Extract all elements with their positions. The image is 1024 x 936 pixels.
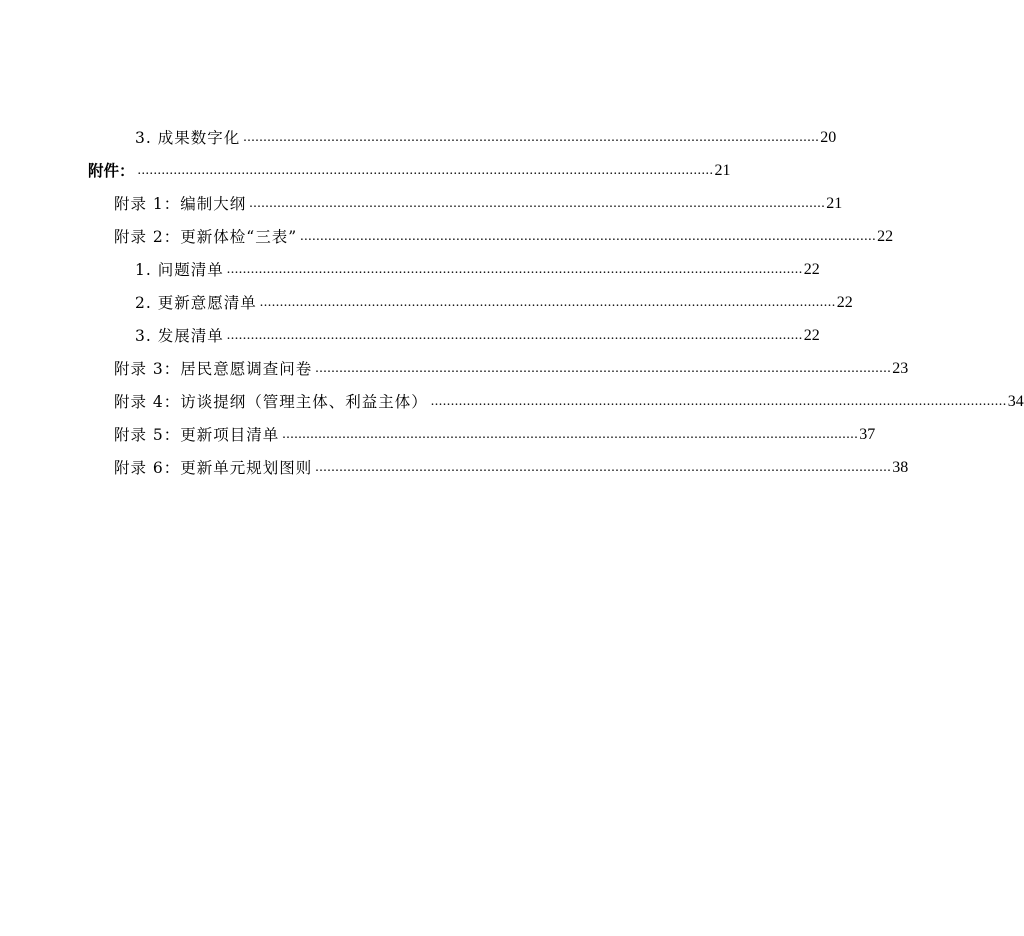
toc-entry-appendix-5[interactable] (114, 421, 876, 445)
toc-entry-label: 附录 4：访谈提纲（管理主体、利益主体） (114, 393, 428, 411)
toc-dot-leader: ................................................................................................................................................ (243, 130, 820, 145)
toc-entry-problem-list[interactable] (135, 256, 820, 280)
toc-entry-label: 1. 问题清单 (135, 261, 224, 279)
toc-entry-attachments[interactable] (88, 157, 731, 181)
toc-entry-page-number: 22 (803, 261, 820, 278)
toc-entry-label: 附录 3：居民意愿调查问卷 (114, 360, 313, 378)
toc-entry-page-number: 21 (826, 195, 843, 212)
toc-dot-leader: ................................................................................................................................................ (300, 229, 877, 244)
toc-dot-leader: ................................................................................................................................................ (259, 295, 836, 310)
toc-entry-appendix-6[interactable] (114, 454, 909, 478)
toc-entry-results-digitization[interactable] (135, 124, 837, 148)
toc-dot-leader: ................................................................................................................................................ (315, 460, 892, 475)
toc-entry-development-list[interactable] (135, 322, 820, 346)
toc-entry-label: 3. 发展清单 (135, 327, 224, 345)
toc-dot-leader: ................................................................................................................................................ (315, 361, 892, 376)
toc-dot-leader: ................................................................................................................................................ (226, 262, 803, 277)
toc-entry-label: 附录 5：更新项目清单 (114, 426, 280, 444)
toc-dot-leader: ................................................................................................................................................ (282, 427, 859, 442)
toc-entry-appendix-4[interactable] (114, 388, 1024, 412)
toc-entry-label: 附录 6：更新单元规划图则 (114, 459, 313, 477)
toc-entry-page-number: 38 (892, 459, 909, 476)
toc-entry-label: 附录 2：更新体检“三表” (114, 228, 298, 246)
toc-entry-label: 2. 更新意愿清单 (135, 294, 257, 312)
toc-entry-renewal-willingness-list[interactable] (135, 289, 853, 313)
toc-dot-leader: ................................................................................................................................................ (137, 163, 714, 178)
toc-entry-label: 附件： (88, 162, 135, 180)
toc-entry-label: 附录 1：编制大纲 (114, 195, 247, 213)
toc-entry-page-number: 37 (859, 426, 876, 443)
toc-dot-leader: ................................................................................................................................................ (430, 394, 1007, 409)
toc-entry-page-number: 34 (1007, 393, 1024, 410)
toc-dot-leader: ................................................................................................................................................ (226, 328, 803, 343)
toc-dot-leader: ................................................................................................................................................ (249, 196, 826, 211)
toc-entry-page-number: 22 (877, 228, 894, 245)
toc-entry-page-number: 20 (820, 129, 837, 146)
toc-entry-appendix-3[interactable] (114, 355, 909, 379)
toc-entry-page-number: 23 (892, 360, 909, 377)
toc-entry-page-number: 22 (836, 294, 853, 311)
toc-entry-label: 3. 成果数字化 (135, 129, 241, 147)
toc-entry-appendix-2[interactable] (114, 223, 894, 247)
toc-entry-page-number: 22 (803, 327, 820, 344)
toc-entry-page-number: 21 (714, 162, 731, 179)
toc-entry-appendix-1[interactable] (114, 190, 843, 214)
